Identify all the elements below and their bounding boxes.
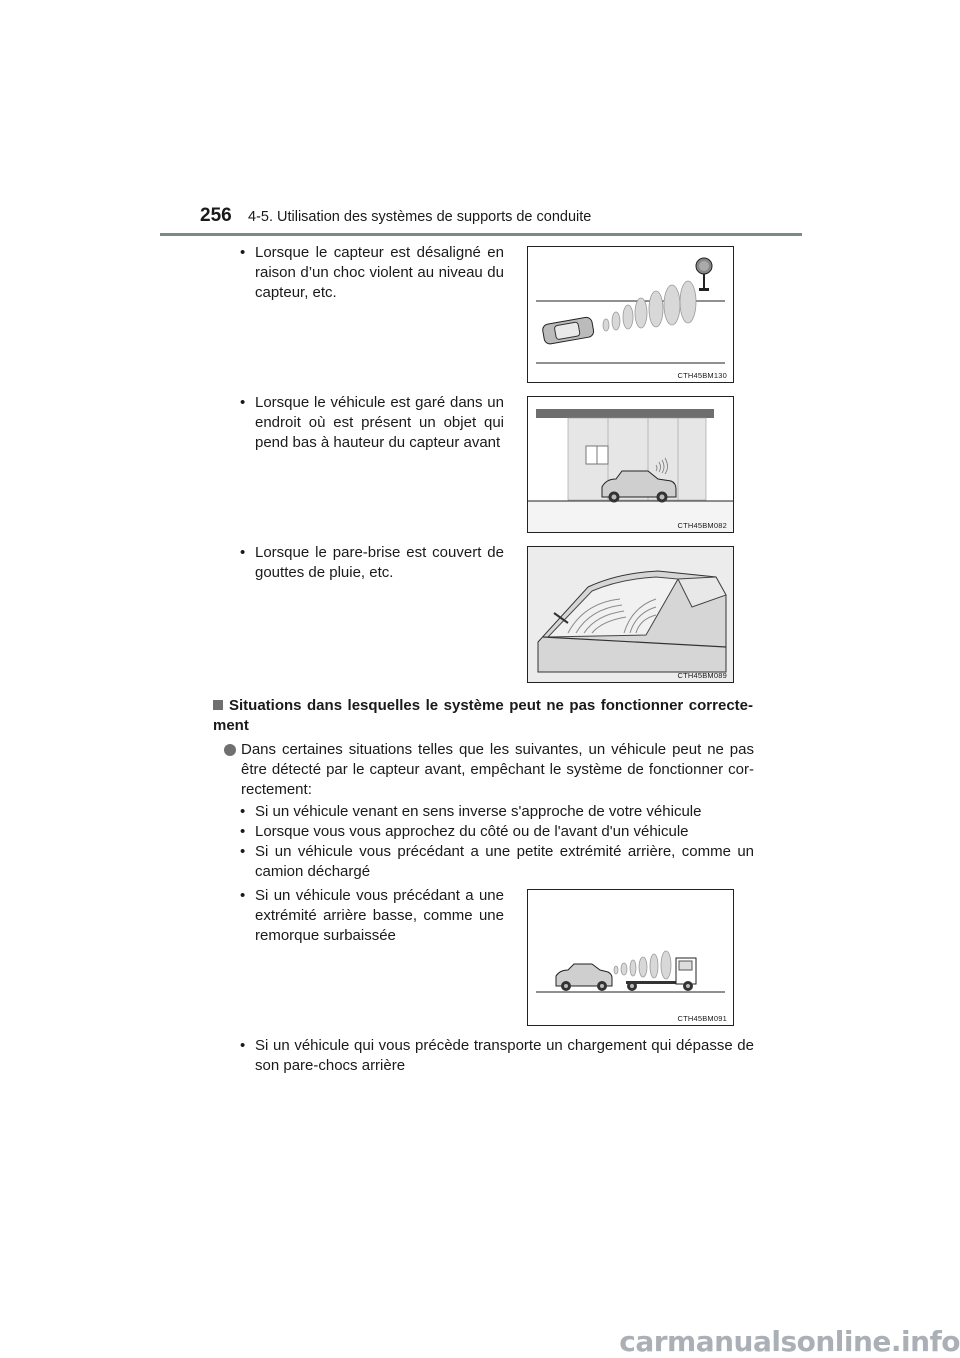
bullet-text: Si un véhicule qui vous précède transporte un chargement qui dépasse de son pare-chocs arrière [255,1037,754,1074]
bullet-dot: • [240,544,246,561]
sensor-misaligned-illustration [528,247,733,382]
bullet-dot: • [240,1037,246,1054]
windshield-rain-illustration [528,547,733,682]
figure-code: CTH45BM082 [677,521,727,530]
bullet-item [240,393,504,453]
bullet-dot: • [240,244,246,261]
page-number: 256 [200,205,232,226]
figure-low-trailer [527,889,734,1026]
bullet-item [240,802,754,822]
header-rule [160,233,802,236]
bullet-item [240,243,504,303]
bullet-text: Si un véhicule venant en sens inverse s'approche de votre véhicule [255,803,702,820]
circle-bullet-icon [224,744,236,756]
figure-code: CTH45BM089 [677,671,727,680]
heading-text: Situations dans lesquelles le système peut ne pas fonctionner correcte-ment [213,697,753,734]
bullet-item [240,886,504,946]
bullet-dot: • [240,887,246,904]
bullet-dot: • [240,823,246,840]
bullet-text: Si un véhicule vous précédant a une petite extrémité arrière, comme un camion déchargé [255,843,754,880]
bullet-text: Lorsque le véhicule est garé dans un endroit où est présent un objet qui pend bas à hauteur du capteur avant [255,394,504,451]
figure-windshield-rain [527,546,734,683]
bullet-text: Lorsque vous vous approchez du côté ou de l'avant d'un véhicule [255,823,689,840]
bullet-text: Si un véhicule vous précédant a une extrémité arrière basse, comme une remorque surbaissée [255,887,504,944]
heading-square-icon [213,700,223,710]
circle-paragraph [224,740,754,800]
bullet-item [240,842,754,882]
bullet-text: Lorsque le capteur est désaligné en raison d’un choc violent au niveau du capteur, etc. [255,244,504,301]
figure-sensor-misaligned [527,246,734,383]
figure-overhead-object [527,396,734,533]
situations-heading [213,696,753,736]
bullet-dot: • [240,843,246,860]
bullet-dot: • [240,394,246,411]
bullet-item [240,543,504,583]
low-trailer-illustration [528,890,733,1025]
watermark: carmanualsonline.info [619,1325,960,1358]
bullet-item [240,1036,754,1076]
paragraph-text: Dans certaines situations telles que les suivantes, un véhicule peut ne pas être détecté par le capteur avant, empêchant le système de fonctionner cor-rectement: [241,741,754,798]
figure-code: CTH45BM091 [677,1014,727,1023]
bullet-dot: • [240,803,246,820]
figure-code: CTH45BM130 [677,371,727,380]
section-title: 4-5. Utilisation des systèmes de supports de conduite [248,209,592,225]
bullet-text: Lorsque le pare-brise est couvert de gouttes de pluie, etc. [255,544,504,581]
bullet-item [240,822,754,842]
overhead-object-illustration [528,397,733,532]
